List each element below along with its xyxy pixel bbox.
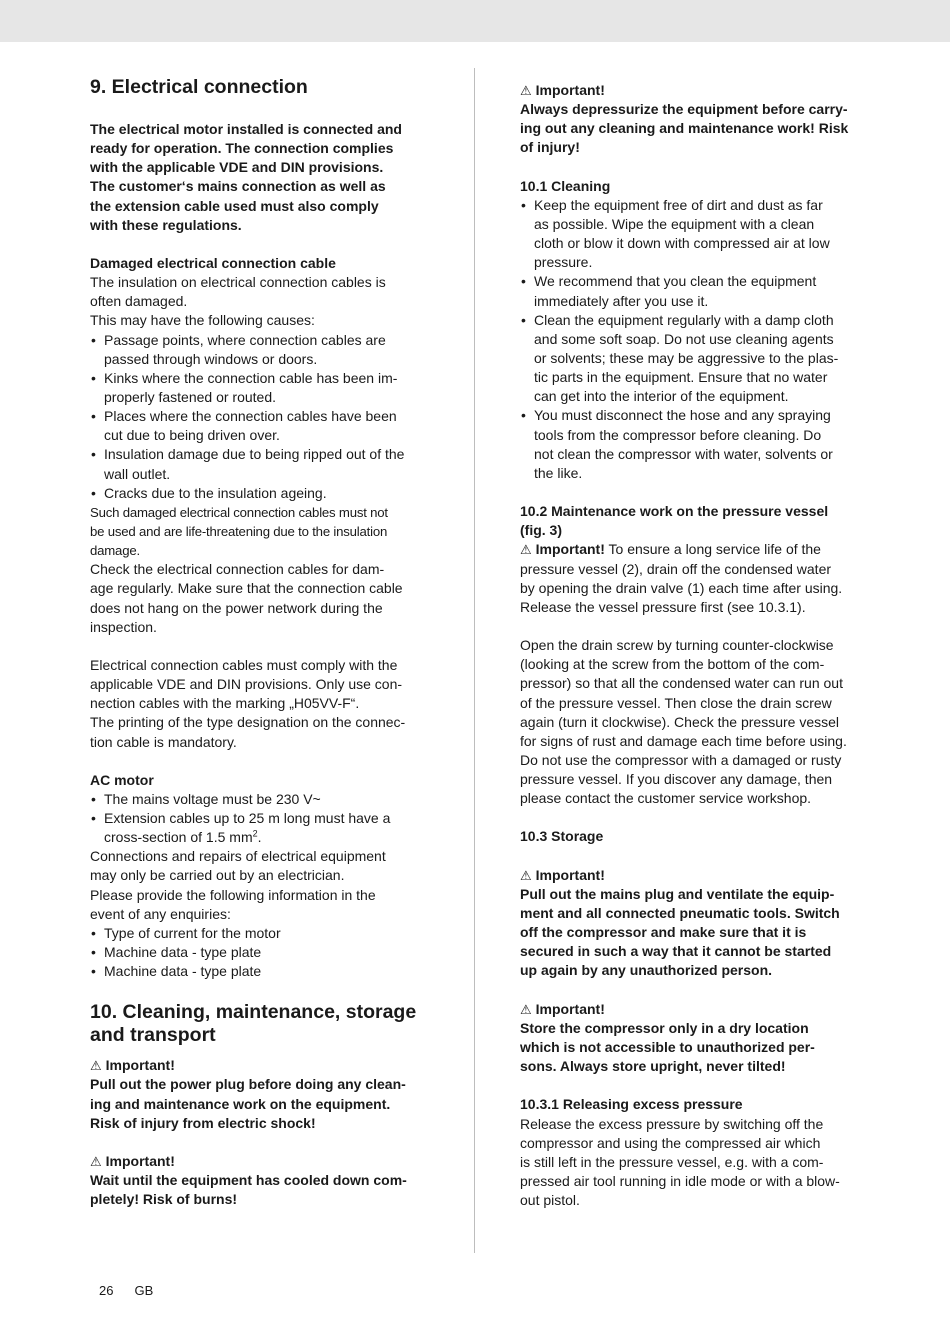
language-code: GB bbox=[134, 1283, 154, 1298]
release-pressure-heading: 10.3.1 Releasing excess pressure bbox=[520, 1096, 743, 1113]
list-item: • You must disconnect the hose and any spraying bbox=[520, 406, 865, 425]
text-line: Risk of injury from electric shock! bbox=[90, 1114, 316, 1131]
warning-triangle-icon: ⚠ bbox=[520, 83, 532, 98]
important-label bbox=[520, 81, 865, 100]
list-item-cont: not clean the compressor with water, solvents or bbox=[534, 445, 833, 462]
text-line: with these regulations. bbox=[90, 216, 242, 233]
list-item-cont: properly fastened or routed. bbox=[104, 388, 276, 405]
list-item-cont: passed through windows or doors. bbox=[104, 350, 318, 367]
text-line: Such damaged electrical connection cables must not bbox=[90, 504, 388, 520]
list-item-cont: immediately after you use it. bbox=[534, 292, 709, 309]
maintenance-heading: 10.2 Maintenance work on the pressure vessel bbox=[520, 503, 829, 520]
text-line: may only be carried out by an electrician. bbox=[90, 867, 345, 884]
warning-triangle-icon: ⚠ bbox=[90, 1154, 102, 1170]
page-number: 26 bbox=[99, 1283, 114, 1298]
text-line: be used and are life-threatening due to the insulation bbox=[90, 523, 388, 539]
maintenance-heading-cont: (fig. 3) bbox=[520, 522, 562, 539]
text-line: ready for operation. The connection complies bbox=[90, 140, 394, 157]
column-divider bbox=[474, 68, 475, 1253]
text-line: damage. bbox=[90, 543, 140, 559]
label-text: Important! bbox=[535, 1000, 605, 1017]
text-line: ing out any cleaning and maintenance work! Risk bbox=[520, 120, 849, 137]
important-label bbox=[520, 866, 865, 885]
text-line: The electrical motor installed is connected and bbox=[90, 121, 402, 137]
text-line: Pull out the mains plug and ventilate the equip- bbox=[520, 885, 835, 902]
text-line: again (turn it clockwise). Check the pressure vessel bbox=[520, 713, 840, 730]
text-line: the extension cable used must also comply bbox=[90, 197, 379, 214]
text-line: for signs of rust and damage each time before using. bbox=[520, 732, 847, 749]
text-line: Release the vessel pressure first (see 10.3.1). bbox=[520, 598, 806, 615]
label-text: Important! bbox=[105, 1057, 175, 1074]
text-line: nection cables with the marking „H05VV-F“. bbox=[90, 695, 360, 712]
list-item-cont: pressure. bbox=[534, 254, 593, 271]
list-item-cont: or solvents; these may be aggressive to the plas- bbox=[534, 349, 839, 366]
label-text: Important! bbox=[105, 1153, 175, 1170]
text-line: ment and all connected pneumatic tools. Switch bbox=[520, 905, 840, 922]
label-text: Important! bbox=[535, 82, 605, 98]
text-line: by opening the drain valve (1) each time after using. bbox=[520, 579, 843, 596]
list-item-cont: cloth or blow it down with compressed air at low bbox=[534, 235, 830, 252]
list-item: • Type of current for the motor bbox=[90, 924, 435, 943]
text-line: pressure vessel. If you discover any damage, then bbox=[520, 771, 833, 788]
warning-triangle-icon: ⚠ bbox=[90, 1058, 102, 1074]
text-line: secured in such a way that it cannot be started bbox=[520, 943, 832, 960]
causes-list bbox=[90, 331, 435, 503]
list-item-cont: as possible. Wipe the equipment with a clean bbox=[534, 215, 815, 232]
text-line: Electrical connection cables must comply with the bbox=[90, 656, 398, 673]
section-9-title: 9. Electrical connection bbox=[90, 76, 308, 98]
list-item: • Extension cables up to 25 m long must have a bbox=[90, 809, 435, 828]
storage-heading: 10.3 Storage bbox=[520, 828, 604, 845]
important-label bbox=[90, 1152, 435, 1171]
text-line: The customer‘s mains connection as well as bbox=[90, 178, 386, 195]
ac-motor-heading: AC motor bbox=[90, 771, 154, 788]
list-item: • Kinks where the connection cable has been im- bbox=[90, 369, 435, 388]
cleaning-list bbox=[520, 196, 865, 483]
text-line: Pull out the power plug before doing any clean- bbox=[90, 1076, 406, 1093]
list-item: • Machine data - type plate bbox=[90, 943, 435, 962]
text-line: The printing of the type designation on the connec- bbox=[90, 714, 406, 731]
text-line: up again by any unauthorized person. bbox=[520, 962, 773, 979]
text-line: does not hang on the power network during the bbox=[90, 599, 383, 616]
list-item: • We recommend that you clean the equipment bbox=[520, 272, 865, 291]
text-line: Open the drain screw by turning counter-clockwise bbox=[520, 637, 834, 654]
text-line: applicable VDE and DIN provisions. Only use con- bbox=[90, 676, 403, 693]
text-line: The insulation on electrical connection cables is bbox=[90, 274, 386, 291]
text-line: Store the compressor only in a dry location bbox=[520, 1019, 809, 1036]
left-column bbox=[90, 76, 435, 1209]
text-line: inspection. bbox=[90, 618, 157, 635]
warning-triangle-icon: ⚠ bbox=[520, 542, 532, 558]
important-label bbox=[90, 1056, 435, 1075]
intro-paragraph bbox=[90, 120, 435, 235]
warning-triangle-icon: ⚠ bbox=[520, 1001, 532, 1017]
text-line: please contact the customer service workshop. bbox=[520, 790, 812, 807]
text-line: This may have the following causes: bbox=[90, 312, 315, 329]
text-line: with the applicable VDE and DIN provisions. bbox=[90, 159, 384, 176]
text-line: often damaged. bbox=[90, 293, 188, 310]
list-item: • Clean the equipment regularly with a damp cloth bbox=[520, 311, 865, 330]
text-line: Do not use the compressor with a damaged or rusty bbox=[520, 751, 842, 768]
list-item-cont: wall outlet. bbox=[104, 465, 171, 482]
text-line: sons. Always store upright, never tilted! bbox=[520, 1058, 786, 1075]
label-text: Important! bbox=[535, 541, 605, 558]
text-line: pressed air tool running in idle mode or with a blow- bbox=[520, 1173, 840, 1190]
list-item: • Passage points, where connection cables are bbox=[90, 331, 435, 350]
text-line: pressure vessel (2), drain off the condensed water bbox=[520, 560, 832, 577]
text-line: Connections and repairs of electrical equipment bbox=[90, 848, 386, 865]
text-line bbox=[520, 540, 865, 559]
list-item: • Keep the equipment free of dirt and dust as far bbox=[520, 196, 865, 215]
right-column bbox=[520, 81, 865, 1210]
list-item-cont: tools from the compressor before cleaning. Do bbox=[534, 426, 822, 443]
page-footer bbox=[99, 1283, 153, 1299]
text-line: tion cable is mandatory. bbox=[90, 733, 237, 750]
text-line: event of any enquiries: bbox=[90, 905, 231, 922]
text-line: off the compressor and make sure that it is bbox=[520, 924, 807, 941]
text-fragment: To ensure a long service life of the bbox=[608, 541, 821, 558]
list-item-cont: tic parts in the equipment. Ensure that no water bbox=[534, 369, 828, 386]
top-bar bbox=[0, 0, 950, 42]
text-line: Wait until the equipment has cooled down com- bbox=[90, 1172, 407, 1189]
text-line: (looking at the screw from the bottom of the com- bbox=[520, 656, 825, 673]
warning-triangle-icon: ⚠ bbox=[520, 867, 532, 883]
list-item: • Machine data - type plate bbox=[90, 962, 435, 981]
text-line: Release the excess pressure by switching off the bbox=[520, 1115, 824, 1132]
text-line: pressor) so that all the condensed water can run out bbox=[520, 675, 843, 692]
superscript: 2 bbox=[252, 828, 258, 839]
section-10-title-cont: and transport bbox=[90, 1024, 216, 1047]
label-text: Important! bbox=[535, 866, 605, 883]
list-item: • Places where the connection cables have been bbox=[90, 407, 435, 426]
text-line: of the pressure vessel. Then close the drain screw bbox=[520, 694, 832, 711]
text-line: out pistol. bbox=[520, 1192, 580, 1209]
list-item-cont: and some soft soap. Do not use cleaning agents bbox=[534, 330, 834, 347]
list-item-cont: the like. bbox=[534, 464, 583, 481]
list-item: • Insulation damage due to being ripped out of the bbox=[90, 445, 435, 464]
text-line: which is not accessible to unauthorized per- bbox=[520, 1039, 815, 1056]
list-item: • The mains voltage must be 230 V~ bbox=[90, 790, 435, 809]
text-fragment: . bbox=[257, 829, 262, 846]
cleaning-heading: 10.1 Cleaning bbox=[520, 177, 611, 194]
text-line: age regularly. Make sure that the connection cable bbox=[90, 580, 403, 597]
list-item-cont: can get into the interior of the equipment. bbox=[534, 388, 789, 405]
text-line: Check the electrical connection cables for dam- bbox=[90, 561, 385, 578]
damaged-cable-heading: Damaged electrical connection cable bbox=[90, 254, 336, 271]
text-line: Always depressurize the equipment before carry- bbox=[520, 101, 848, 118]
list-item-cont: cut due to being driven over. bbox=[104, 427, 280, 444]
text-fragment: cross-section of 1.5 mm bbox=[104, 829, 253, 846]
text-line: is still left in the pressure vessel, e.g. with a com- bbox=[520, 1153, 824, 1170]
text-line: of injury! bbox=[520, 139, 580, 156]
text-line: compressor and using the compressed air which bbox=[520, 1134, 821, 1151]
text-line: Please provide the following information in the bbox=[90, 886, 376, 903]
section-10-title: 10. Cleaning, maintenance, storage bbox=[90, 1001, 417, 1024]
list-item: • Cracks due to the insulation ageing. bbox=[90, 484, 435, 503]
list-item-cont bbox=[90, 828, 435, 847]
text-line: pletely! Risk of burns! bbox=[90, 1191, 238, 1208]
important-label bbox=[520, 1000, 865, 1019]
text-line: ing and maintenance work on the equipment. bbox=[90, 1095, 391, 1112]
